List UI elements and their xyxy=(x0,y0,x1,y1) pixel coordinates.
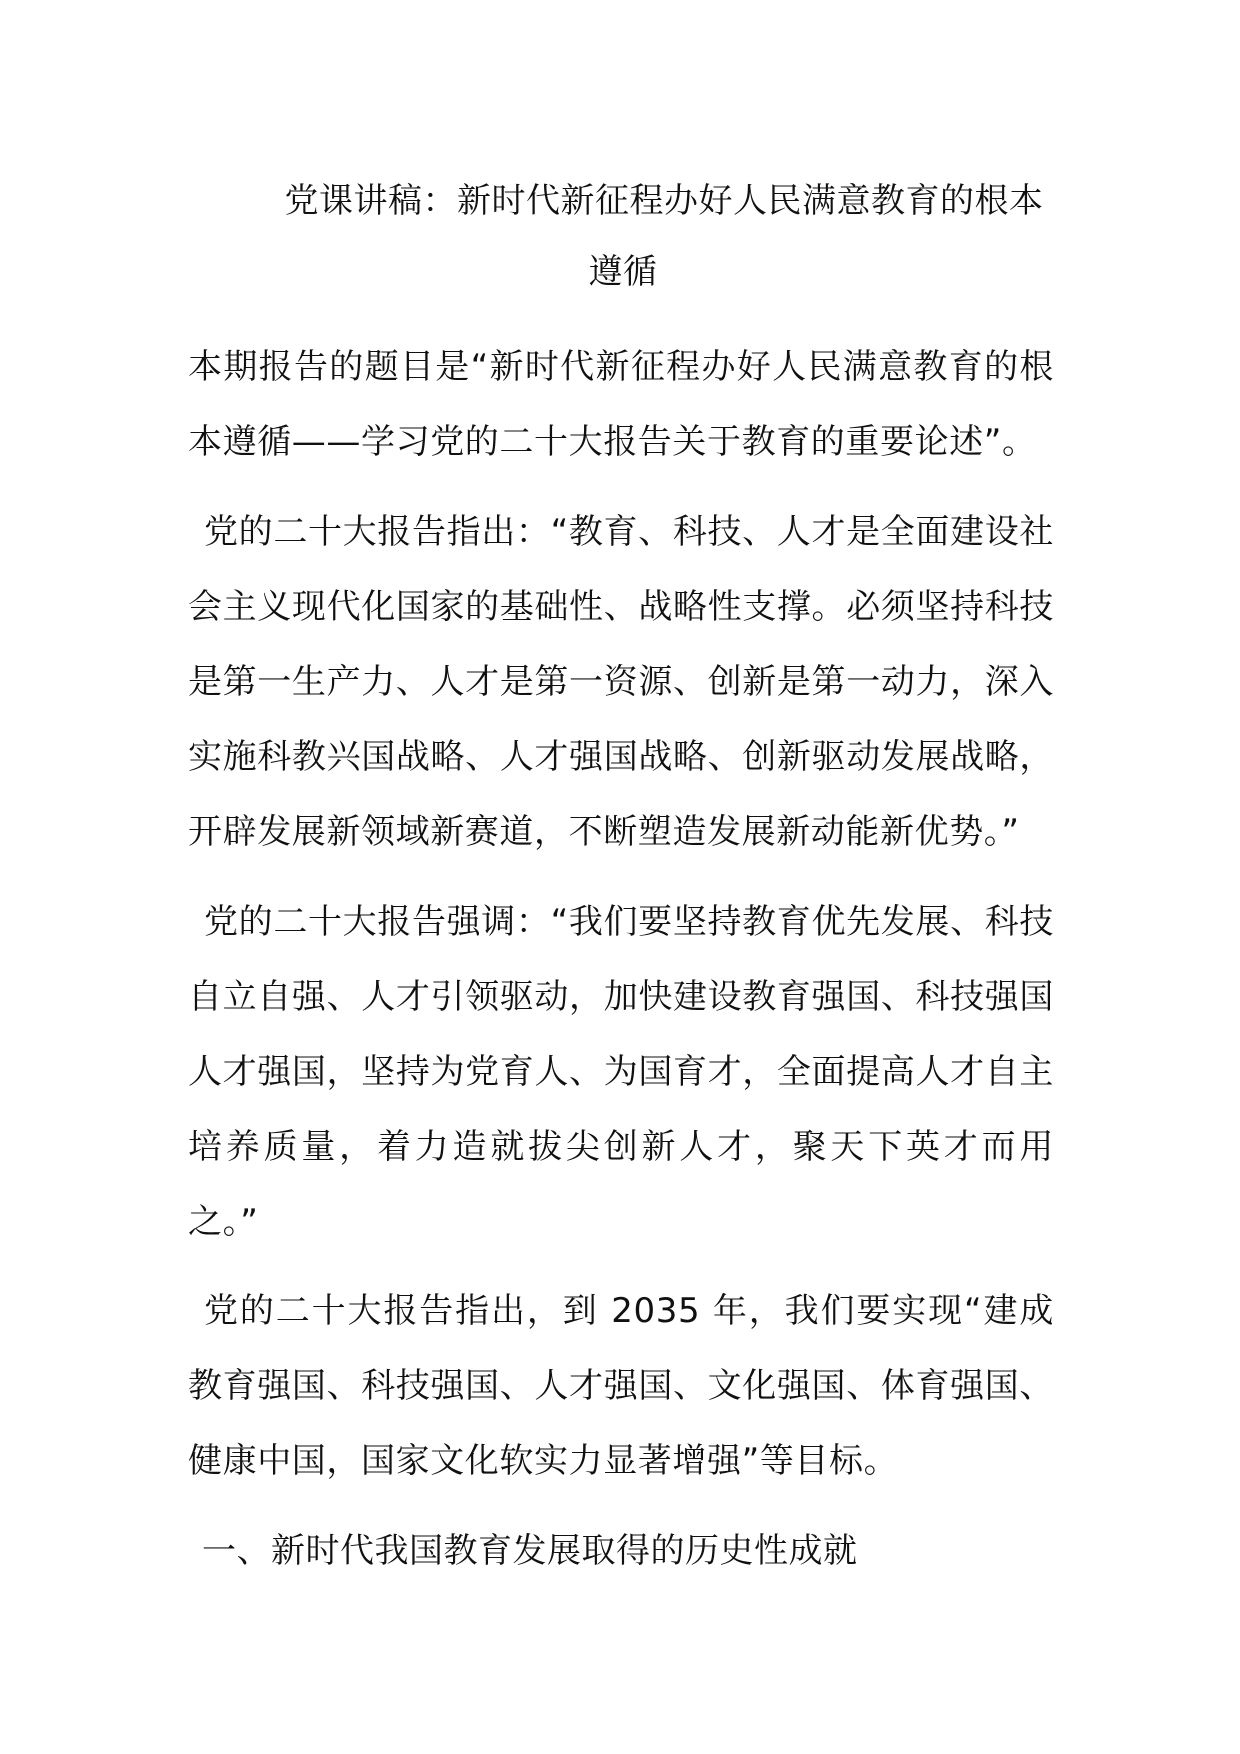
intro-paragraph: 本期报告的题目是“新时代新征程办好人民满意教育的根本遵循——学习党的二十大报告关于教育的重要论述”。 xyxy=(188,347,1054,462)
quote-paragraph-2: 党的二十大报告强调：“我们要坚持教育优先发展、科技自立自强、人才引领驱动，加快建设教育强国、科技强国人才强国，坚持为党育人、为国育才，全面提高人才自主培养质量，着力造就拔尖创新人才，聚天下英才而用之。” xyxy=(188,902,1054,1242)
goal-paragraph: 党的二十大报告指出，到 2035 年，我们要实现“建成教育强国、科技强国、人才强国、文化强国、体育强国、健康中国，国家文化软实力显著增强”等目标。 xyxy=(188,1291,1054,1481)
quote-paragraph-1: 党的二十大报告指出：“教育、科技、人才是全面建设社会主义现代化国家的基础性、战略性支撑。必须坚持科技是第一生产力、人才是第一资源、创新是第一动力，深入实施科教兴国战略、人才强国战略、创新驱动发展战略，开辟发展新领域新赛道，不断塑造发展新动能新优势。” xyxy=(188,512,1054,852)
section-heading: 一、新时代我国教育发展取得的历史性成就 xyxy=(202,1531,858,1571)
document-title: 党课讲稿：新时代新征程办好人民满意教育的根本遵循 xyxy=(284,181,1044,292)
